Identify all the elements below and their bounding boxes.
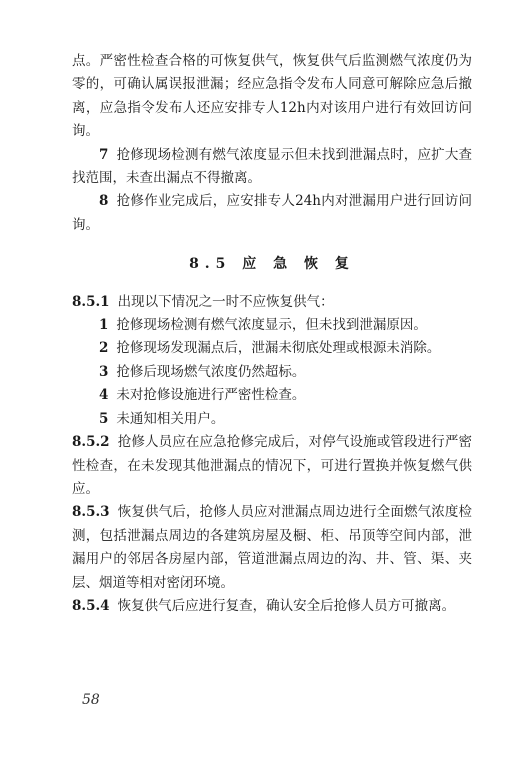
list-item-8 xyxy=(72,190,472,237)
item-number: 1 xyxy=(99,317,109,334)
list-item-5 xyxy=(72,408,472,431)
clause-text: 抢修人员应在应急抢修完成后，对停气设施或管段进行严密性检查，在未发现其他泄漏点的情况下，可进行置换并恢复燃气供应。 xyxy=(72,434,472,497)
section-title: 8.5 应 急 恢 复 xyxy=(189,256,355,273)
clause-8-5-1 xyxy=(72,291,472,314)
clause-text: 恢复供气后应进行复查，确认安全后抢修人员方可撤离。 xyxy=(117,597,456,614)
list-item-4 xyxy=(72,384,472,407)
clause-8-5-2 xyxy=(72,431,472,501)
item-text: 抢修现场发现漏点后，泄漏未彻底处理或根源未消除。 xyxy=(116,340,441,357)
item-text: 抢修后现场燃气浓度仍然超标。 xyxy=(116,363,306,380)
clause-number: 8.5.1 xyxy=(72,293,110,310)
list-item-2 xyxy=(72,337,472,360)
item-number: 3 xyxy=(99,363,109,380)
item-text: 抢修作业完成后，应安排专人24h内对泄漏用户进行回访问询。 xyxy=(72,193,472,233)
item-text: 抢修现场检测有燃气浓度显示但未找到泄漏点时，应扩大查找范围，未查出漏点不得撤离。 xyxy=(72,146,472,187)
paragraph-continuation xyxy=(72,50,472,144)
item-text: 抢修现场检测有燃气浓度显示，但未找到泄漏原因。 xyxy=(116,317,427,334)
item-text: 未通知相关用户。 xyxy=(116,410,225,427)
item-number: 4 xyxy=(99,387,109,404)
clause-number: 8.5.2 xyxy=(72,434,110,451)
item-number: 7 xyxy=(99,146,109,163)
item-number: 5 xyxy=(99,410,109,427)
clause-number: 8.5.3 xyxy=(72,504,110,521)
paragraph-text: 点。严密性检查合格的可恢复供气，恢复供气后监测燃气浓度仍为零的，可确认属误报泄漏；经应急指令发布人同意可解除应急后撤离，应急指令发布人还应安排专人12h内对该用户进行有效回访问询。 xyxy=(72,53,472,140)
clause-number: 8.5.4 xyxy=(72,597,110,614)
clause-text: 恢复供气后，抢修人员应对泄漏点周边进行全面燃气浓度检测，包括泄漏点周边的各建筑房屋及橱、柜、吊顶等空间内部，泄漏用户的邻居各房屋内部，管道泄漏点周边的沟、井、管、渠、夹层、烟道等相对密闭环境。 xyxy=(72,504,472,591)
item-number: 8 xyxy=(99,193,109,210)
page-content xyxy=(72,50,472,618)
item-number: 2 xyxy=(99,340,109,357)
page-number: 58 xyxy=(82,692,100,708)
list-item-3 xyxy=(72,361,472,384)
item-text: 未对抢修设施进行严密性检查。 xyxy=(116,387,306,404)
list-item-1 xyxy=(72,314,472,337)
clause-8-5-3 xyxy=(72,501,472,595)
clause-8-5-4 xyxy=(72,595,472,618)
list-item-7 xyxy=(72,144,472,191)
clause-text: 出现以下情况之一时不应恢复供气： xyxy=(117,293,334,310)
